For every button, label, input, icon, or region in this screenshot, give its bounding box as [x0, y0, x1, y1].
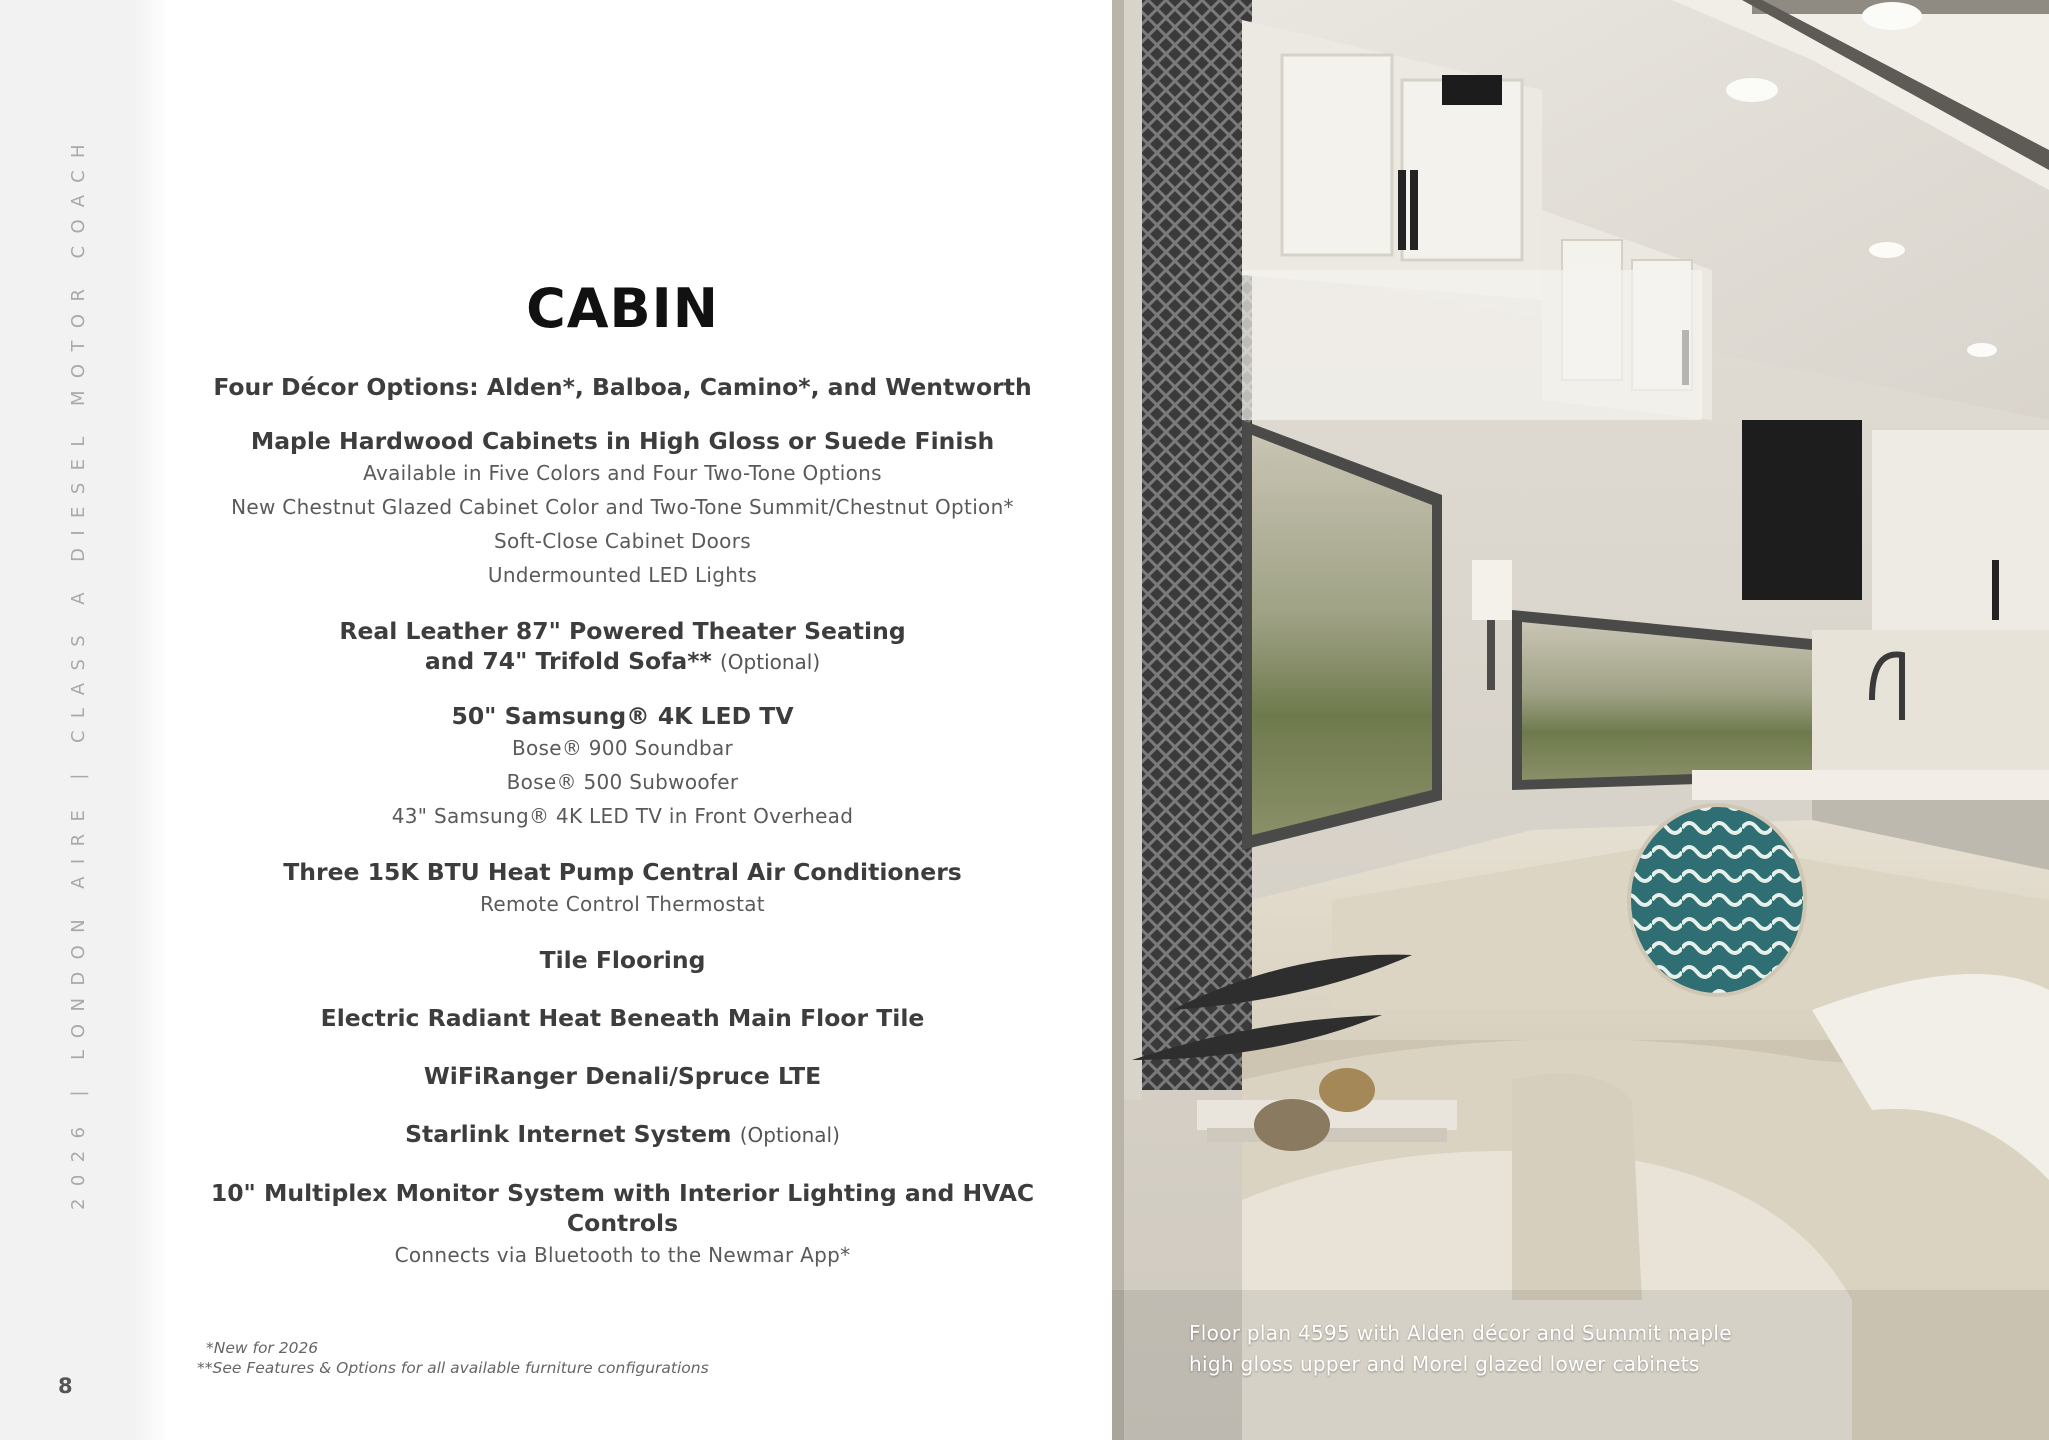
feature-detail: Bose® 900 Soundbar [511, 736, 734, 760]
feature-title-line2: and 74" Trifold Sofa** [424, 647, 712, 675]
feature-detail: Remote Control Thermostat [480, 892, 765, 916]
footnotes [197, 1338, 709, 1378]
feature-title: 10" Multiplex Monitor System with Interior Lighting and HVAC Controls [210, 1179, 1035, 1237]
feature-radiant-heat [170, 1003, 1075, 1033]
feature-detail: Connects via Bluetooth to the Newmar App* [394, 1243, 851, 1267]
footnote: *New for 2026 [206, 1339, 319, 1357]
feature-title: 50" Samsung® 4K LED TV [451, 702, 794, 730]
feature-title: Real Leather 87" Powered Theater Seating [339, 617, 906, 645]
feature-detail: Bose® 500 Subwoofer [506, 770, 739, 794]
feature-title: Four Décor Options: Alden*, Balboa, Camino*, and Wentworth [213, 373, 1032, 401]
feature-air-conditioners [170, 857, 1075, 921]
optional-label: (Optional) [719, 650, 821, 674]
feature-list [170, 372, 1075, 1296]
photo-caption [1189, 1318, 1732, 1380]
feature-starlink [170, 1119, 1075, 1150]
caption-line: Floor plan 4595 with Alden décor and Summit maple [1189, 1321, 1732, 1345]
feature-seating [170, 616, 1075, 677]
feature-title [170, 1119, 1075, 1150]
caption-line: high gloss upper and Morel glazed lower cabinets [1189, 1352, 1700, 1376]
feature-detail: Soft-Close Cabinet Doors [494, 529, 751, 553]
feature-title: Tile Flooring [539, 946, 706, 974]
feature-tv [170, 701, 1075, 833]
feature-tile-flooring [170, 945, 1075, 975]
feature-detail: Undermounted LED Lights [487, 563, 758, 587]
feature-cabinets [170, 426, 1075, 592]
feature-title-cont [170, 646, 1075, 677]
left-margin-strip [0, 0, 132, 1440]
feature-title: WiFiRanger Denali/Spruce LTE [423, 1062, 822, 1090]
feature-title-text: Starlink Internet System [405, 1120, 732, 1148]
feature-title: Maple Hardwood Cabinets in High Gloss or Suede Finish [250, 427, 995, 455]
feature-decor-options [170, 372, 1075, 402]
vertical-running-title: 2026 | LONDON AIRE | CLASS A DIESEL MOTOR COACH [68, 132, 89, 1210]
feature-wifiranger [170, 1061, 1075, 1091]
feature-detail: Available in Five Colors and Four Two-Tone Options [363, 461, 882, 485]
page-title: CABIN [526, 277, 719, 340]
content-column [170, 0, 1075, 1440]
optional-label: (Optional) [739, 1123, 840, 1147]
footnote: **See Features & Options for all available furniture configurations [197, 1359, 709, 1377]
feature-multiplex [170, 1178, 1075, 1272]
cabin-interior-illustration [1112, 0, 2049, 1440]
feature-detail: 43" Samsung® 4K LED TV in Front Overhead [391, 804, 854, 828]
feature-detail: New Chestnut Glazed Cabinet Color and Two-Tone Summit/Chestnut Option* [231, 495, 1014, 519]
cabin-photo [1112, 0, 2049, 1440]
margin-shadow [132, 0, 168, 1440]
feature-title: Electric Radiant Heat Beneath Main Floor Tile [320, 1004, 925, 1032]
page-number: 8 [58, 1374, 73, 1398]
feature-title: Three 15K BTU Heat Pump Central Air Conditioners [283, 858, 962, 886]
